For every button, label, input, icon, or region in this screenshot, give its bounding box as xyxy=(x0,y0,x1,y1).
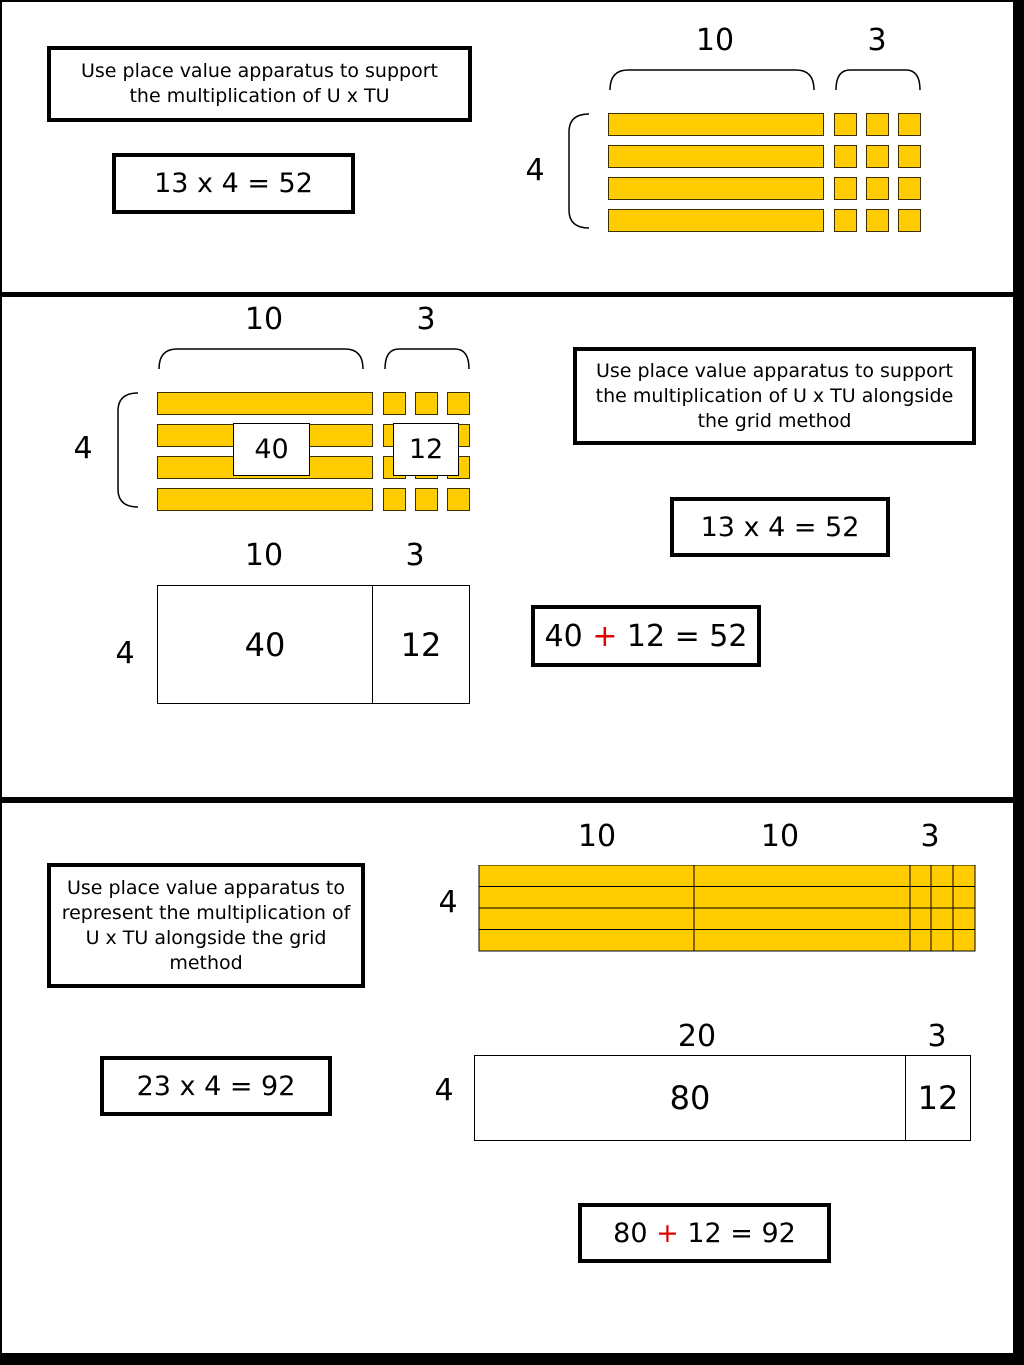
unit-cube xyxy=(415,488,438,511)
unit-cube xyxy=(898,209,921,232)
ones-label-1: 3 xyxy=(867,23,887,58)
instruction-box-3 xyxy=(47,863,365,988)
top-brace-ones-1 xyxy=(834,68,924,92)
sum-rest-3: 12 = 92 xyxy=(687,1217,796,1249)
side-brace-1 xyxy=(565,112,591,232)
sum-box-3 xyxy=(578,1203,831,1263)
grid-col-label-tens-3: 20 xyxy=(677,1019,717,1054)
side-brace-2 xyxy=(114,391,140,511)
ones-label-2: 3 xyxy=(416,302,436,337)
grid-cell-tens-text-2: 40 xyxy=(244,625,286,664)
unit-cube xyxy=(898,145,921,168)
rods-array-3 xyxy=(478,865,978,955)
top-brace-ones-2 xyxy=(383,347,473,371)
sum-box-2 xyxy=(531,605,761,667)
unit-cube xyxy=(383,392,406,415)
instruction-text-3: Use place value apparatus to represent the multiplication of U x TU alongside the grid method xyxy=(61,876,351,974)
ten-rod xyxy=(608,209,824,232)
instruction-text-2: Use place value apparatus to support the multiplication of U x TU alongside the grid method xyxy=(595,359,954,432)
unit-cube xyxy=(383,488,406,511)
unit-cube xyxy=(866,145,889,168)
sum-addend-3: 80 xyxy=(613,1217,648,1249)
overlay-tens-product xyxy=(233,423,310,476)
ten-rod xyxy=(608,177,824,200)
panel-1 xyxy=(2,2,1013,292)
unit-cube xyxy=(866,177,889,200)
tens-label-2: 10 xyxy=(244,302,284,337)
grid-cell-tens-text-3: 80 xyxy=(669,1079,711,1117)
plus-sign-3: + xyxy=(656,1217,679,1249)
unit-cube xyxy=(415,392,438,415)
sum-addend-2: 40 xyxy=(544,618,583,654)
instruction-box-2 xyxy=(573,347,976,445)
equation-text-3: 23 x 4 = 92 xyxy=(136,1070,296,1102)
ten-rod xyxy=(157,488,373,511)
grid-cell-ones-3 xyxy=(906,1056,970,1140)
unit-cube xyxy=(898,113,921,136)
rows-label-1: 4 xyxy=(525,153,545,188)
overlay-ones-product xyxy=(393,423,459,476)
top-brace-tens-2 xyxy=(157,347,365,371)
grid-cell-ones-text-2: 12 xyxy=(400,625,442,664)
equation-box-3 xyxy=(100,1056,332,1116)
grid-method-3 xyxy=(474,1055,971,1141)
ten-rod xyxy=(608,113,824,136)
ten-rod xyxy=(157,392,373,415)
rows-label-2: 4 xyxy=(73,431,93,466)
rods-col-label-3: 3 xyxy=(920,819,940,854)
instruction-text-1: Use place value apparatus to support the multiplication of U x TU xyxy=(81,60,438,107)
equation-box-2 xyxy=(670,497,890,557)
panel-3 xyxy=(2,803,1013,1353)
equation-text-1: 13 x 4 = 52 xyxy=(154,168,313,199)
sum-rest-2: 12 = 52 xyxy=(626,618,748,654)
grid-cell-tens-2 xyxy=(158,586,373,703)
plus-sign-2: + xyxy=(592,618,618,654)
rods-row-label: 4 xyxy=(438,885,458,920)
unit-cube xyxy=(834,177,857,200)
grid-row-label-3: 4 xyxy=(434,1073,454,1108)
grid-cell-ones-text-3: 12 xyxy=(917,1079,959,1117)
ten-rod xyxy=(608,145,824,168)
unit-cube xyxy=(834,145,857,168)
grid-method-2 xyxy=(157,585,470,704)
panel-2 xyxy=(2,297,1013,797)
tens-label-1: 10 xyxy=(695,23,735,58)
grid-cell-ones-2 xyxy=(373,586,469,703)
grid-col-label-tens-2: 10 xyxy=(244,538,284,573)
rods-col-label-1: 10 xyxy=(577,819,617,854)
equation-box-1 xyxy=(112,153,355,214)
grid-col-label-ones-3: 3 xyxy=(927,1019,947,1054)
unit-cube xyxy=(866,113,889,136)
unit-cube xyxy=(866,209,889,232)
grid-cell-tens-3 xyxy=(475,1056,906,1140)
top-brace-tens-1 xyxy=(608,68,816,92)
grid-row-label-2: 4 xyxy=(115,636,135,671)
unit-cube xyxy=(834,113,857,136)
overlay-ones-text: 12 xyxy=(408,434,444,465)
grid-col-label-ones-2: 3 xyxy=(405,538,425,573)
unit-cube xyxy=(447,392,470,415)
equation-text-2: 13 x 4 = 52 xyxy=(700,511,860,543)
unit-cube xyxy=(834,209,857,232)
instruction-box-1 xyxy=(47,46,472,122)
unit-cube xyxy=(898,177,921,200)
unit-cube xyxy=(447,488,470,511)
rods-col-label-2: 10 xyxy=(760,819,800,854)
overlay-tens-text: 40 xyxy=(254,434,289,465)
